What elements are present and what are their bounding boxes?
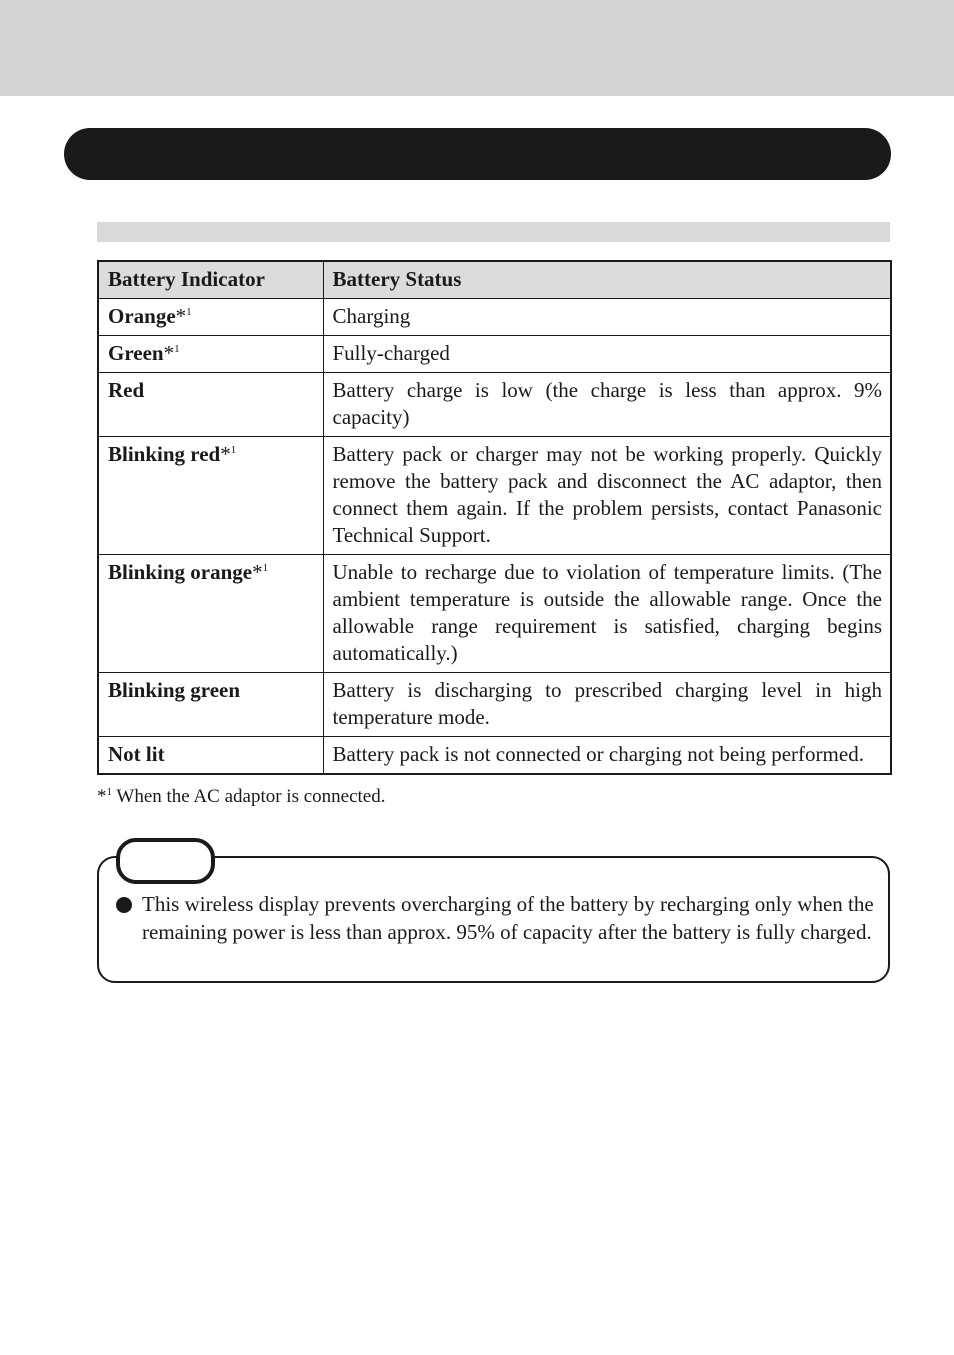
footnote-mark: * [220, 442, 231, 466]
status-cell: Unable to recharge due to violation of temperature limits. (The ambient temperature is outside the allowable range. Once the allowable range requirement is satisfied, charging begins automatically.) [323, 555, 891, 673]
table-row [98, 437, 891, 555]
status-cell: Battery pack is not connected or charging not being performed. [323, 737, 891, 775]
indicator-cell [98, 373, 323, 437]
section-title-bar [64, 128, 891, 180]
table-row [98, 299, 891, 336]
table-row [98, 673, 891, 737]
status-cell: Charging [323, 299, 891, 336]
footnote-mark: * [175, 304, 187, 328]
table-row [98, 737, 891, 775]
status-cell: Battery is discharging to prescribed charging level in high temperature mode. [323, 673, 891, 737]
indicator-cell [98, 673, 323, 737]
indicator-label: Orange [108, 304, 176, 328]
indicator-cell [98, 737, 323, 775]
indicator-cell [98, 437, 323, 555]
note-tab [116, 838, 215, 884]
subheading-bar [97, 222, 890, 242]
footnote-mark: * [97, 786, 107, 807]
footnote-sup: 1 [262, 562, 269, 574]
indicator-label: Blinking red [108, 442, 221, 466]
footnote-sup: 1 [230, 444, 237, 456]
indicator-cell [98, 336, 323, 373]
indicator-label: Not lit [108, 742, 165, 766]
footnote-sup: 1 [186, 306, 192, 318]
footnote-sup: 1 [174, 343, 180, 355]
indicator-label: Green [108, 341, 164, 365]
status-cell: Battery charge is low (the charge is less than approx. 9% capacity) [323, 373, 891, 437]
footnote-mark: * [163, 341, 175, 365]
header-battery-status: Battery Status [323, 261, 891, 299]
status-cell: Battery pack or charger may not be working properly. Quickly remove the battery pack and disconnect the AC adaptor, then connect them again. If the problem persists, contact Panasonic Technical Support. [323, 437, 891, 555]
indicator-label: Blinking green [108, 678, 241, 702]
note-text: This wireless display prevents overcharging of the battery by recharging only when the remaining power is less than approx. 95% of capacity after the battery is fully charged. [142, 892, 874, 944]
indicator-label: Red [108, 378, 145, 402]
status-cell: Fully-charged [323, 336, 891, 373]
battery-status-table [97, 260, 892, 775]
indicator-label: Blinking orange [108, 560, 253, 584]
table-row [98, 336, 891, 373]
header-battery-indicator: Battery Indicator [98, 261, 323, 299]
indicator-cell [98, 299, 323, 336]
footnote-mark: * [252, 560, 263, 584]
table-row [98, 555, 891, 673]
header-band [0, 0, 954, 96]
indicator-cell [98, 555, 323, 673]
table-header-row [98, 261, 891, 299]
footnote [97, 785, 386, 809]
bullet-icon [116, 897, 132, 913]
footnote-text: When the AC adaptor is connected. [112, 786, 386, 807]
table-row [98, 373, 891, 437]
footnote-sup: 1 [106, 786, 112, 798]
